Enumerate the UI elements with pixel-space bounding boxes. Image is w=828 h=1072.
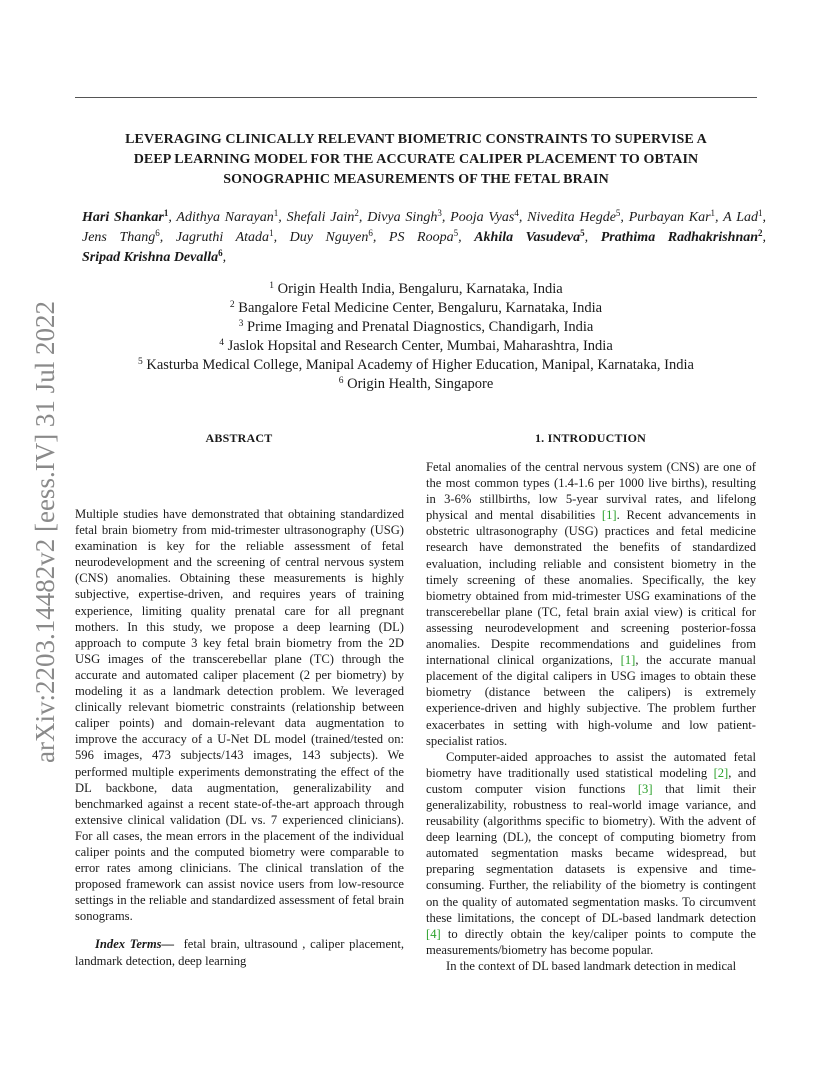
- index-terms-label: Index Terms—: [95, 937, 175, 952]
- author-affiliation-number: 3: [437, 208, 442, 218]
- paragraph-text: Fetal anomalies of the central nervous system (CNS) are one of the most common types (1.4-1.6 per 1000 live births), resulting in 3-6% stillbirths, low 5-year survival rates, and lifelong physical and mental disabilities: [426, 460, 756, 523]
- affiliation-text: Origin Health India, Bengaluru, Karnataka, India: [274, 281, 563, 297]
- affiliation-number: 2: [229, 300, 235, 310]
- author-affiliation-number: 1: [269, 228, 274, 238]
- affiliation-number: 5: [138, 357, 143, 367]
- affiliation: [80, 280, 752, 299]
- author-name: Adithya Narayan$^1$: [176, 208, 279, 225]
- affiliation: [80, 375, 752, 394]
- author-affiliation-number: 4: [514, 208, 519, 218]
- author-affiliation-number: 1: [273, 208, 279, 218]
- author-name: Purbayan Kar$^1$: [628, 208, 716, 225]
- paragraph-text: Computer-aided approaches to assist the automated fetal biometry have traditionally used statistical modeling: [426, 749, 756, 780]
- index-terms: [75, 936, 404, 968]
- intro-paragraph-2: [426, 749, 756, 958]
- paragraph-text: , the accurate manual placement of the digital calipers in USG images to obtain these biometry (distance between the calipers) is extremely experience-driven and highly subjective. The problem further exacerbates in setting with high-volume and low patient-specialist ratios.: [426, 653, 756, 748]
- abstract-column: [75, 506, 404, 969]
- author-affiliation-number: 5: [615, 208, 621, 218]
- paragraph-text: to directly obtain the key/caliper points to compute the measurements/biometry has become popular.: [426, 926, 756, 957]
- paragraph-text: , and custom computer vision functions: [426, 765, 757, 796]
- author-name: A Lad$^1$: [723, 208, 763, 225]
- citation-link[interactable]: [1]: [620, 653, 636, 668]
- author-name: Shefali Jain$^2$: [286, 208, 359, 225]
- citation-link[interactable]: [2]: [713, 765, 729, 780]
- top-rule: [75, 97, 757, 98]
- author-name: Prathima Radhakrishnan$^2$: [600, 228, 763, 245]
- author-name: Hari Shankar$^1$: [82, 208, 169, 225]
- affiliation: [80, 299, 752, 318]
- paragraph-text: that limit their generalizability, robustness to real-world image variance, and reusability (algorithms specific to biometry). With the advent of deep learning (DL), the concept of computing biometry from automated segmentation masks became widespread, but preparing segmentation datasets is expensive and time-consuming. Further, the reliability of the biometry is contingent on the quality of automated segmentation masks. To circumvent these limitations, the concept of DL-based landmark detection: [426, 781, 756, 925]
- author-name: Jens Thang$^6$: [82, 228, 160, 245]
- author-affiliation-number: 5: [453, 228, 459, 238]
- author-affiliation-number: 2: [758, 228, 763, 238]
- citation-link[interactable]: [1]: [601, 508, 617, 523]
- affiliation: [80, 318, 752, 337]
- author-name: Nivedita Hegde$^5$: [527, 208, 621, 225]
- affiliation: [80, 337, 752, 356]
- arxiv-stamp: arXiv:2203.14482v2 [eess.IV] 31 Jul 2022: [30, 301, 60, 763]
- citation-link[interactable]: [4]: [426, 926, 441, 941]
- intro-paragraph-1: [426, 459, 756, 749]
- affiliation-text: Origin Health, Singapore: [343, 376, 494, 392]
- author-affiliation-number: 6: [218, 248, 223, 258]
- abstract-body: Multiple studies have demonstrated that obtaining standardized fetal brain biometry from mid-trimester ultrasonography (USG) examination is key for the reliable assessment of fetal neurodevelopment and the screening of central nervous system (CNS) anomalies. Obtaining these measurements is highly subjective, expertise-driven, and requires years of training experience, limiting quality prenatal care for all pregnant mothers. In this study, we propose a deep learning (DL) approach to compute 3 key fetal brain biometry from the 2D USG images of the transcerebellar plane (TC) through the accurate and automated caliper placement (2 per biometry) by modeling it as a landmark detection problem. We leveraged clinically relevant biometric constraints (relationship between caliper points) and domain-relevant data augmentation to improve the accuracy of a U-Net DL model (trained/tested on: 596 images, 473 subjects/143 images, 143 subjects). We performed multiple experiments demonstrating the effect of the DL backbone, data augmentation, generalizability and benchmarked against a recent state-of-the-art approach through extensive clinical validation (DL vs. 7 experienced clinicians). For all cases, the mean errors in the placement of the individual caliper points and the computed biometry were comparable to error rates among clinicians. The clinical translation of the proposed framework can assist novice users from low-resource settings in the reliable and standardized assessment of fetal brain sonograms.: [75, 507, 404, 924]
- affiliation-number: 4: [219, 338, 224, 348]
- author-name: Jagruthi Atada$^1$: [175, 228, 274, 245]
- author-affiliation-number: 1: [758, 208, 763, 218]
- index-terms-text: fetal brain, ultrasound , caliper placement, landmark detection, deep learning: [75, 937, 405, 968]
- intro-paragraph-3: In the context of DL based landmark detection in medical: [446, 958, 737, 973]
- affiliation-text: Jaslok Hopsital and Research Center, Mumbai, Maharashtra, India: [223, 338, 613, 354]
- abstract-heading: ABSTRACT: [205, 431, 273, 445]
- intro-column: [426, 459, 756, 974]
- author-affiliation-number: 6: [155, 228, 160, 238]
- title-line: LEVERAGING CLINICALLY RELEVANT BIOMETRIC CONSTRAINTS TO SUPERVISE A: [125, 132, 707, 147]
- affiliation-text: Prime Imaging and Prenatal Diagnostics, Chandigarh, India: [243, 319, 594, 335]
- paragraph-text: . Recent advancements in obstetric ultrasonography (USG) practices and fetal medicine research have demonstrated the benefits of standardized evaluation, including reliable and consistent biometry in the timely screening of these anomalies. Specifically, the key biometry obtained from mid-trimester USG examinations of the transcerebellar plane (TC, fetal brain axial view) is critical for assessing neurodevelopment and screening posterior-fossa anomalies. Despite recommendations and guidelines from international clinical organizations,: [426, 508, 756, 668]
- author-affiliation-number: 2: [354, 208, 359, 218]
- citation-link[interactable]: [3]: [637, 781, 653, 796]
- affiliation-number: 1: [269, 281, 275, 291]
- affiliation: [80, 356, 752, 375]
- paper-title: [80, 130, 752, 190]
- author-name: Akhila Vasudeva$^5$: [474, 228, 585, 245]
- author-name: Sripad Krishna Devalla$^6$: [82, 248, 223, 265]
- author-name: Divya Singh$^3$: [367, 208, 442, 225]
- affiliation-number: 3: [238, 319, 244, 329]
- author-name: PS Roopa$^5$: [388, 228, 459, 245]
- author-list: Hari Shankar$^1$, Adithya Narayan$^1$, Shefali Jain$^2$, Divya Singh$^3$, Pooja Vyas$^4$, Nivedita Hegde$^5$, Purbayan Kar$^1$, A Lad$^1$, Jens Thang$^6$, Jagruthi Atada$^1$, Duy Nguyen$^6$, PS Roopa$^5$, Akhila Vasudeva$^5$, Prathima Radhakrishnan$^2$, Sripad Krishna Devalla$^6$,: [82, 208, 767, 265]
- author-affiliation-number: 1: [163, 208, 169, 218]
- author-affiliation-number: 6: [368, 228, 373, 238]
- intro-heading: 1. INTRODUCTION: [534, 431, 646, 445]
- author-name: Duy Nguyen$^6$: [289, 228, 373, 245]
- author-affiliation-number: 5: [580, 228, 585, 238]
- title-line: SONOGRAPHIC MEASUREMENTS OF THE FETAL BRAIN: [223, 172, 609, 187]
- author-affiliation-number: 1: [710, 208, 716, 218]
- affiliation-text: Bangalore Fetal Medicine Center, Bengaluru, Karnataka, India: [234, 300, 603, 316]
- affiliation-list: [80, 280, 752, 394]
- author-name: Pooja Vyas$^4$: [450, 208, 519, 225]
- title-line: DEEP LEARNING MODEL FOR THE ACCURATE CALIPER PLACEMENT TO OBTAIN: [133, 152, 699, 167]
- affiliation-number: 6: [338, 376, 344, 386]
- affiliation-text: Kasturba Medical College, Manipal Academy of Higher Education, Manipal, Karnataka, India: [142, 357, 694, 373]
